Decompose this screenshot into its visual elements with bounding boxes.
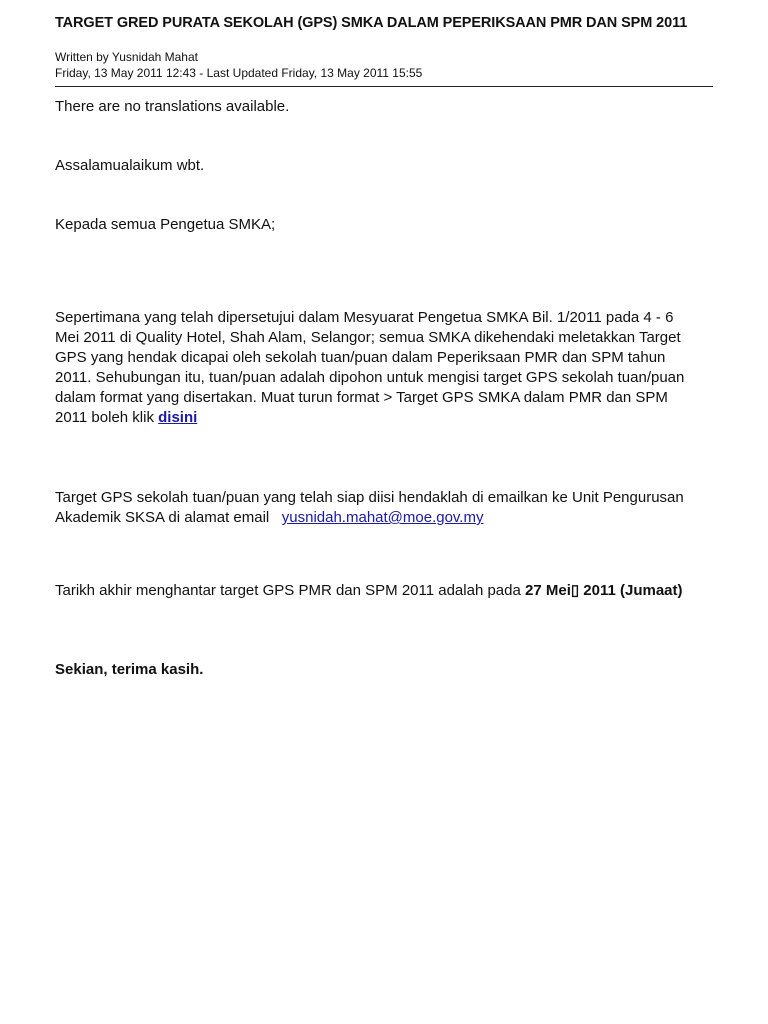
deadline-text: Tarikh akhir menghantar target GPS PMR dan SPM 2011 adalah pada	[55, 582, 525, 599]
paragraph-line: 2011. Sehubungan itu, tuan/puan adalah dipohon untuk mengisi target GPS sekolah tuan/puan	[55, 369, 685, 386]
greeting-text: Assalamualaikum wbt.	[55, 157, 205, 174]
paragraph-line: Target GPS sekolah tuan/puan yang telah siap diisi hendaklah di emailkan ke Unit Pengurusan	[55, 489, 684, 506]
email-paragraph	[55, 488, 684, 528]
paragraph-line: GPS yang hendak dicapai oleh sekolah tuan/puan dalam Peperiksaan PMR dan SPM tahun	[55, 349, 666, 366]
no-translations-text: There are no translations available.	[55, 98, 290, 115]
deadline-date: 27 Mei▯ 2011 (Jumaat)	[525, 582, 683, 599]
instructions-paragraph	[55, 308, 684, 428]
closing-text: Sekian, terima kasih.	[55, 661, 204, 678]
paragraph-line: Sepertimana yang telah dipersetujui dalam Mesyuarat Pengetua SMKA Bil. 1/2011 pada 4 - 6	[55, 309, 674, 326]
email-link[interactable]: yusnidah.mahat@moe.gov.my	[281, 509, 484, 526]
article-title: TARGET GRED PURATA SEKOLAH (GPS) SMKA DALAM PEPERIKSAAN PMR DAN SPM 2011	[55, 15, 688, 31]
paragraph-line: dalam format yang disertakan. Muat turun format > Target GPS SMKA dalam PMR dan SPM	[55, 389, 668, 406]
addressee-text: Kepada semua Pengetua SMKA;	[55, 216, 276, 233]
deadline-paragraph	[55, 581, 683, 601]
divider	[55, 86, 713, 87]
paragraph-line: Akademik SKSA di alamat email	[55, 509, 282, 526]
paragraph-line: Mei 2011 di Quality Hotel, Shah Alam, Selangor; semua SMKA dikehendaki meletakkan Target	[55, 329, 681, 346]
download-link[interactable]: disini	[158, 409, 198, 426]
date-line: Friday, 13 May 2011 12:43 - Last Updated Friday, 13 May 2011 15:55	[55, 66, 423, 80]
paragraph-line: 2011 boleh klik	[55, 409, 159, 426]
author-line: Written by Yusnidah Mahat	[55, 50, 198, 64]
